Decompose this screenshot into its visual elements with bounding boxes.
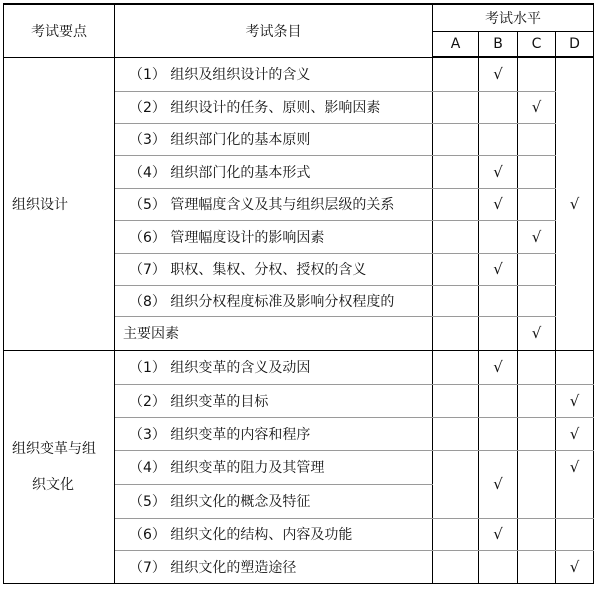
section-point-line1: 组织变革与组 [12, 440, 96, 457]
item-text: （5） 管理幅度含义及其与组织层级的关系 [115, 188, 433, 220]
check-mark: √ [479, 188, 518, 220]
check-mark: √ [556, 550, 594, 583]
check-mark: √ [556, 450, 594, 484]
check-mark: √ [518, 91, 556, 123]
header-items: 考试条目 [115, 4, 433, 57]
check-mark: √ [479, 450, 518, 518]
check-mark: √ [518, 316, 556, 350]
item-text: （1） 组织及组织设计的含义 [115, 57, 433, 91]
check-mark: √ [556, 57, 594, 350]
item-text: （3） 组织部门化的基本原则 [115, 123, 433, 155]
level-c: C [518, 31, 556, 57]
check-mark: √ [479, 57, 518, 91]
check-mark: √ [479, 350, 518, 384]
section-point-line2: 织文化 [32, 476, 74, 493]
item-text: （6） 组织文化的结构、内容及功能 [115, 518, 433, 550]
item-text: （2） 组织设计的任务、原则、影响因素 [115, 91, 433, 123]
item-text: （3） 组织变革的内容和程序 [115, 417, 433, 450]
header-point: 考试要点 [4, 4, 115, 57]
item-text: （7） 职权、集权、分权、授权的含义 [115, 253, 433, 285]
check-mark: √ [556, 417, 594, 450]
item-text: （7） 组织文化的塑造途径 [115, 550, 433, 583]
check-mark: √ [479, 155, 518, 188]
exam-syllabus-table [3, 3, 594, 584]
section-point-org-design: 组织设计 [4, 57, 115, 350]
check-mark: √ [479, 253, 518, 285]
item-text: 主要因素 [115, 316, 433, 350]
item-text: （5） 组织文化的概念及特征 [115, 484, 433, 518]
level-b: B [479, 31, 518, 57]
section-point-org-change [4, 350, 115, 583]
check-mark: √ [479, 518, 518, 550]
item-text: （1） 组织变革的含义及动因 [115, 350, 433, 384]
level-a: A [433, 31, 479, 57]
check-mark: √ [556, 384, 594, 417]
item-text: （8） 组织分权程度标准及影响分权程度的 [115, 285, 433, 316]
item-text: （2） 组织变革的目标 [115, 384, 433, 417]
header-level: 考试水平 [433, 4, 594, 31]
item-text: （4） 组织变革的阻力及其管理 [115, 450, 433, 484]
check-mark: √ [518, 220, 556, 253]
item-text: （6） 管理幅度设计的影响因素 [115, 220, 433, 253]
item-text: （4） 组织部门化的基本形式 [115, 155, 433, 188]
level-d: D [556, 31, 594, 57]
